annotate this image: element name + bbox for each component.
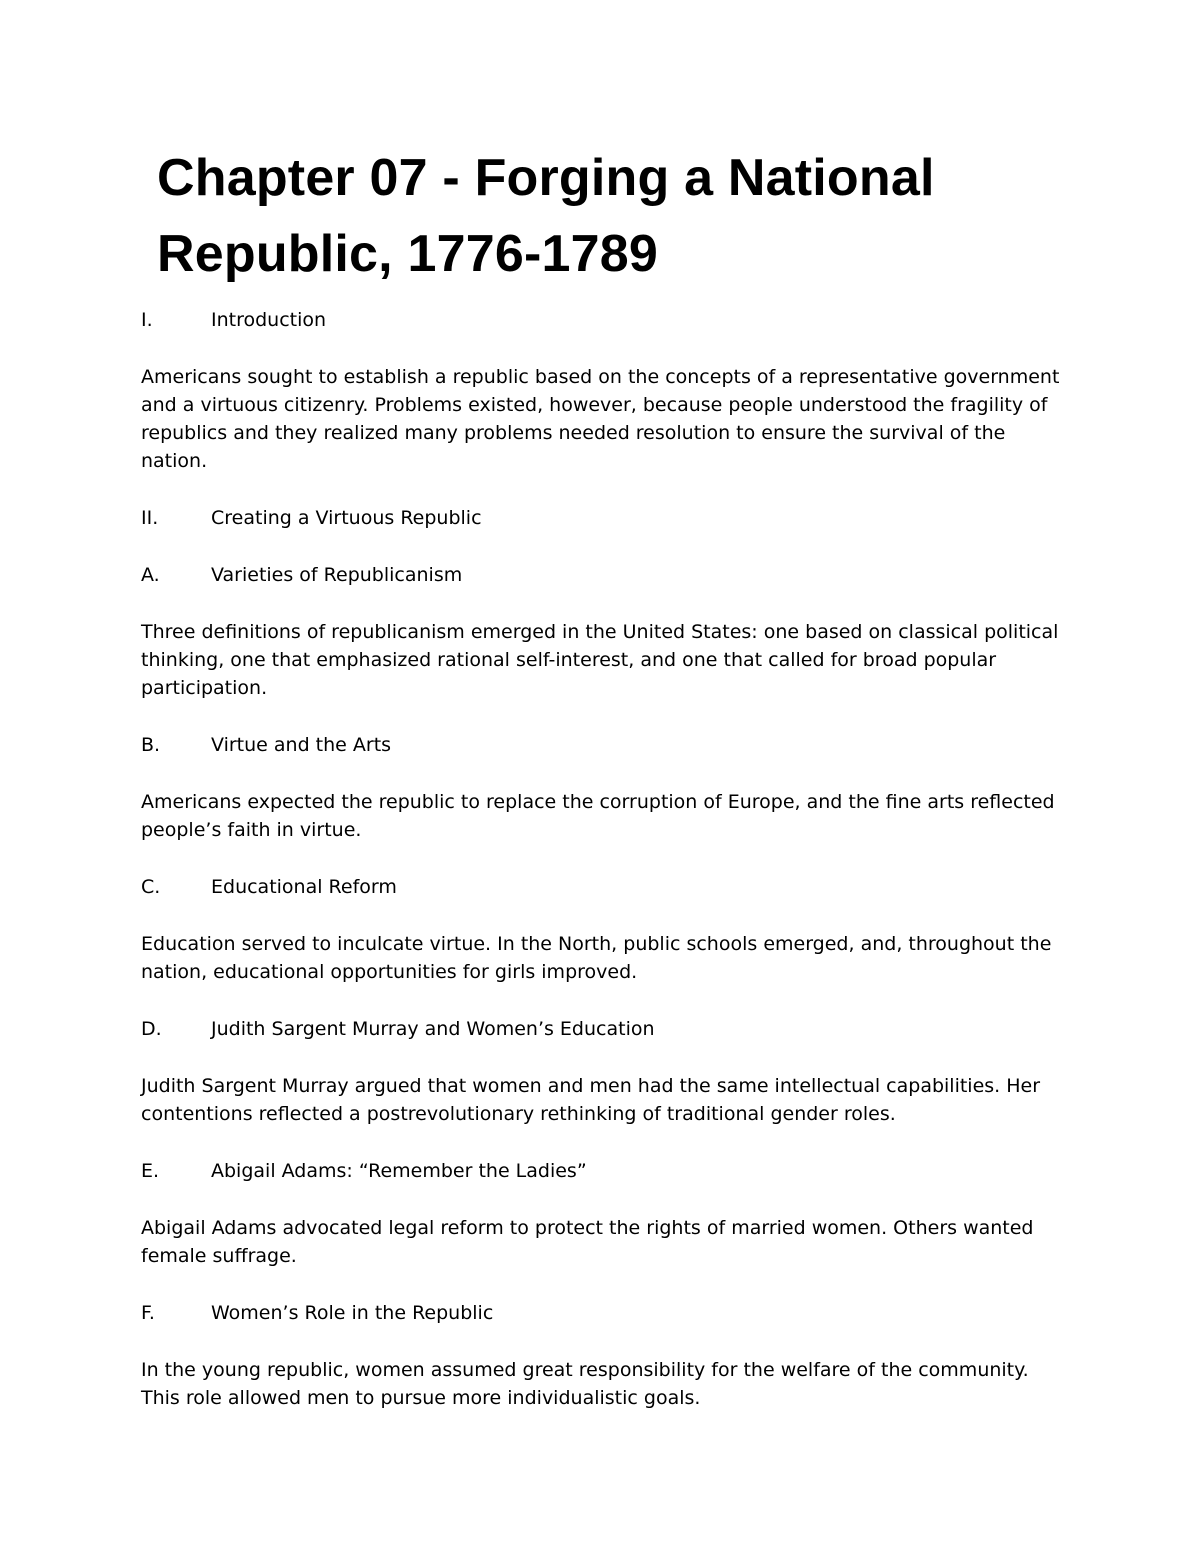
section-heading [141,306,1081,334]
page-title: Chapter 07 - Forging a National Republic, 1776-1789 [157,149,935,283]
section-heading [141,504,1081,532]
subsection-heading [141,731,1081,759]
subsection-heading [141,1299,1081,1327]
subsection-heading [141,561,1081,589]
subsection-paragraph: Abigail Adams advocated legal reform to protect the rights of married women. Others wanted female suffrage. [141,1217,1034,1267]
subsection-letter: E. [141,1160,160,1182]
subsection-paragraph: Americans expected the republic to replace the corruption of Europe, and the fine arts reflected people’s faith in virtue. [141,791,1055,841]
subsection-heading [141,873,1081,901]
subsection-paragraph: In the young republic, women assumed great responsibility for the welfare of the community. This role allowed men to pursue more individualistic goals. [141,1359,1029,1409]
subsection-paragraph: Three definitions of republicanism emerged in the United States: one based on classical political thinking, one that emphasized rational self-interest, and one that called for broad popular participation. [141,621,1059,699]
subsection-title: Virtue and the Arts [211,734,392,756]
section-title: Introduction [211,309,327,331]
section-title: Creating a Virtuous Republic [211,507,482,529]
subsection-letter: A. [141,564,160,586]
subsection-letter: B. [141,734,161,756]
subsection-heading [141,1157,1081,1185]
subsection-paragraph: Education served to inculcate virtue. In the North, public schools emerged, and, throughout the nation, educational opportunities for girls improved. [141,933,1052,983]
subsection-paragraph: Judith Sargent Murray argued that women and men had the same intellectual capabilities. Her contentions reflected a postrevolutionary rethinking of traditional gender roles. [141,1075,1041,1125]
subsection-title: Judith Sargent Murray and Women’s Education [211,1018,655,1040]
subsection-letter: D. [141,1018,162,1040]
document-body [141,306,1081,1441]
section-number: I. [141,309,153,331]
subsection-title: Women’s Role in the Republic [211,1302,494,1324]
section-number: II. [141,507,159,529]
subsection-title: Abigail Adams: “Remember the Ladies” [211,1160,587,1182]
subsection-title: Educational Reform [211,876,397,898]
subsection-title: Varieties of Republicanism [211,564,463,586]
subsection-letter: F. [141,1302,155,1324]
subsection-letter: C. [141,876,161,898]
subsection-heading [141,1015,1081,1043]
section-paragraph: Americans sought to establish a republic based on the concepts of a representative government and a virtuous citizenry. Problems existed, however, because people understood the fragility of republics and they realized many problems needed resolution to ensure the survival of the nation. [141,366,1060,472]
